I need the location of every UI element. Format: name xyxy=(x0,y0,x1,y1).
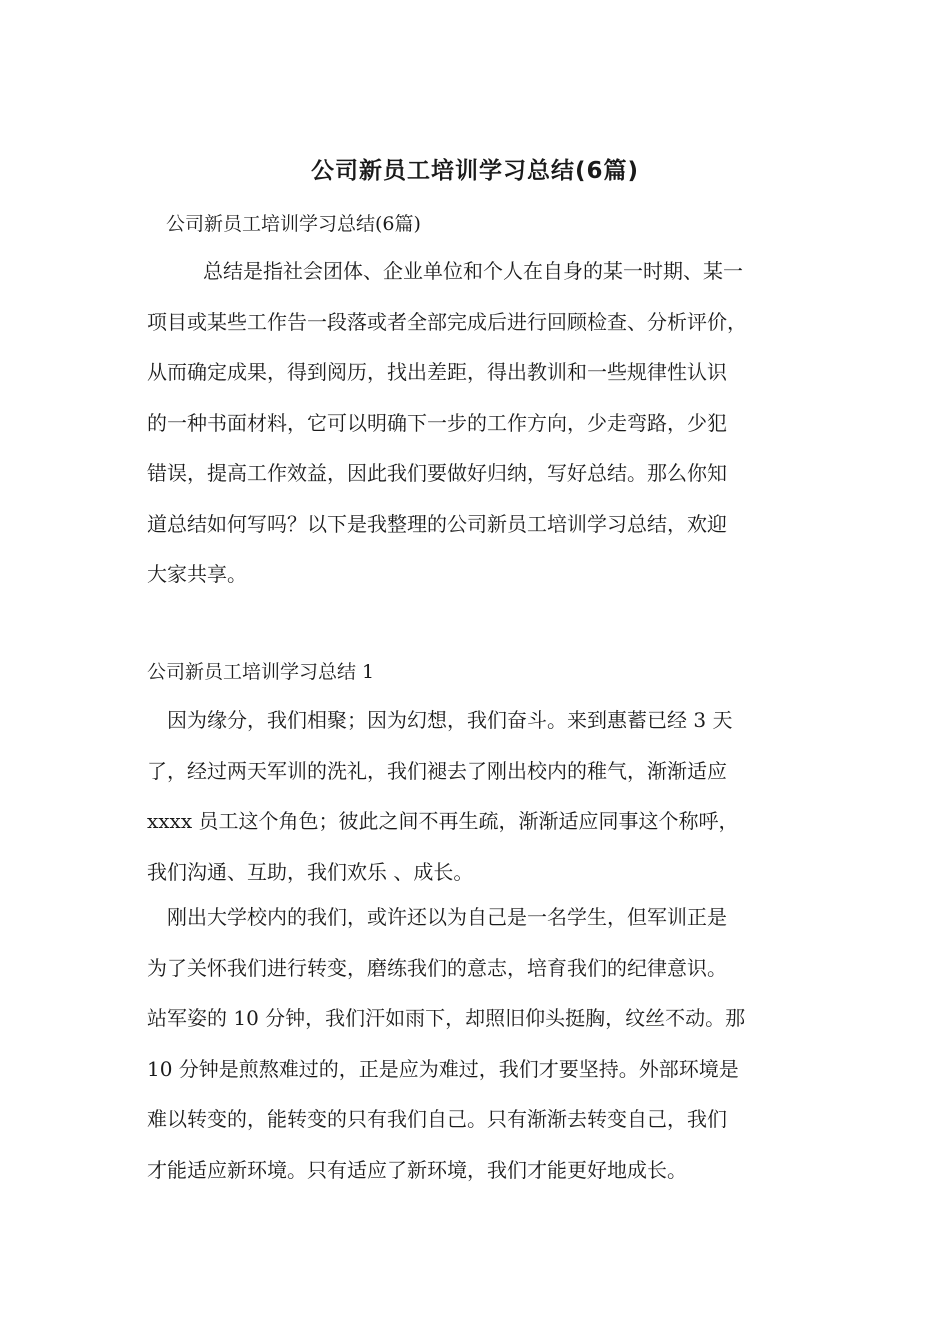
section-heading: 公司新员工培训学习总结 1 xyxy=(147,661,375,683)
section1-paragraph-1 xyxy=(147,695,812,897)
intro-line: 大家共享。 xyxy=(147,562,247,586)
document-subtitle: 公司新员工培训学习总结(6篇) xyxy=(166,213,421,235)
intro-line: 的一种书面材料，它可以明确下一步的工作方向，少走弯路，少犯 xyxy=(147,410,727,435)
intro-line: 错误，提高工作效益，因此我们要做好归纳，写好总结。那么你知 xyxy=(147,461,727,485)
section1-paragraph-2 xyxy=(147,892,812,1195)
paragraph-line: xxxx 员工这个角色；彼此之间不再生疏，渐渐适应同事这个称呼， xyxy=(147,809,739,833)
intro-line: 总结是指社会团体、企业单位和个人在自身的某一时期、某一 xyxy=(203,259,743,283)
document-title: 公司新员工培训学习总结(6篇) xyxy=(310,158,640,184)
paragraph-line: 我们沟通、互助，我们欢乐 、成长。 xyxy=(147,859,474,884)
paragraph-line: 才能适应新环境。只有适应了新环境，我们才能更好地成长。 xyxy=(147,1157,687,1182)
paragraph-line: 10 分钟是煎熬难过的，正是应为难过，我们才要坚持。外部环境是 xyxy=(147,1056,739,1081)
paragraph-line: 刚出大学校内的我们，或许还以为自己是一名学生，但军训正是 xyxy=(167,905,727,929)
paragraph-line: 因为缘分，我们相聚；因为幻想，我们奋斗。来到惠蓄已经 3 天 xyxy=(167,708,733,732)
intro-line: 道总结如何写吗？以下是我整理的公司新员工培训学习总结，欢迎 xyxy=(147,511,727,536)
intro-line: 项目或某些工作告一段落或者全部完成后进行回顾检查、分析评价， xyxy=(147,309,747,334)
intro-paragraph xyxy=(147,246,812,600)
paragraph-line: 难以转变的，能转变的只有我们自己。只有渐渐去转变自己，我们 xyxy=(147,1107,727,1131)
intro-line: 从而确定成果，得到阅历，找出差距，得出教训和一些规律性认识 xyxy=(147,360,727,384)
paragraph-line: 站军姿的 10 分钟，我们汗如雨下，却照旧仰头挺胸，纹丝不动。那 xyxy=(147,1006,746,1030)
paragraph-line: 了，经过两天军训的洗礼，我们褪去了刚出校内的稚气，渐渐适应 xyxy=(147,758,727,783)
paragraph-line: 为了关怀我们进行转变，磨练我们的意志，培育我们的纪律意识。 xyxy=(147,955,727,980)
